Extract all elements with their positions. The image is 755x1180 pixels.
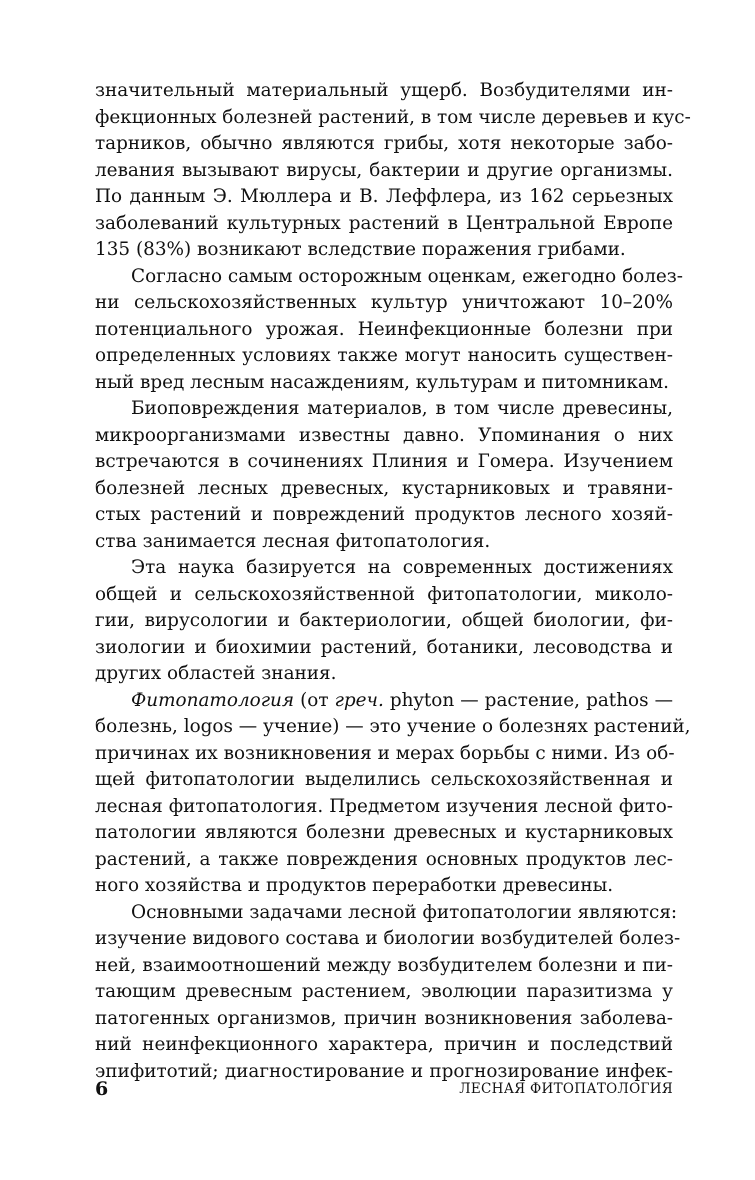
text-line: определенных условиях также могут наносить существен-: [95, 345, 673, 366]
text-line: Биоповреждения материалов, в том числе древесины,: [131, 398, 673, 419]
text-line: щей фитопатологии выделились сельскохозяйственная и: [95, 769, 673, 790]
text-line: стых растений и повреждений продуктов лесного хозяй-: [95, 504, 673, 525]
text-line: других областей знания.: [95, 663, 337, 684]
text-line: ный вред лесным насаждениям, культурам и питомникам.: [95, 371, 669, 393]
text-line: левания вызывают вирусы, бактерии и другие организмы.: [95, 159, 673, 181]
text-line: фекционных болезней растений, в том числе деревьев и кус-: [95, 106, 691, 128]
text-line: тарников, обычно являются грибы, хотя некоторые забо-: [95, 133, 673, 154]
page-number: 6: [95, 1078, 109, 1100]
text-line: патологии являются болезни древесных и кустарниковых: [95, 822, 673, 843]
text-line: значительный материальный ущерб. Возбудителями ин-: [95, 80, 673, 101]
text-line: микроорганизмами известны давно. Упоминания о них: [95, 424, 673, 446]
text-line: потенциального урожая. Неинфекционные болезни при: [95, 318, 673, 340]
text-line: ни сельскохозяйственных культур уничтожают 10–20%: [95, 292, 673, 313]
text-line: эпифитотий; диагностирование и прогнозирование инфек-: [95, 1060, 673, 1082]
text-line: заболеваний культурных растений в Центральной Европе: [95, 212, 673, 234]
text-line: ного хозяйства и продуктов переработки древесины.: [95, 875, 614, 896]
text-line: Фитопатология (от греч. phyton — растение, pathos —: [131, 689, 673, 711]
text-line: зиологии и биохимии растений, ботаники, лесоводства и: [95, 636, 673, 658]
text-line: Согласно самым осторожным оценкам, ежегодно болез-: [131, 265, 684, 287]
text-line: болезней лесных древесных, кустарниковых и травяни-: [95, 477, 673, 499]
body-text: [95, 78, 691, 1085]
text-line: ней, взаимоотношений между возбудителем болезни и пи-: [95, 954, 673, 976]
text-line: патогенных организмов, причин возникновения заболева-: [95, 1007, 673, 1029]
text-line: болезнь, logos — учение) — это учение о болезнях растений,: [95, 716, 691, 737]
page-footer: [95, 1078, 673, 1100]
text-line: 135 (83%) возникают вследствие поражения грибами.: [95, 239, 626, 260]
text-line: ний неинфекционного характера, причин и последствий: [95, 1034, 673, 1055]
text-line: изучение видового состава и биологии возбудителей болез-: [95, 928, 681, 949]
text-line: общей и сельскохозяйственной фитопатологии, миколо-: [95, 583, 673, 605]
text-line: тающим древесным растением, эволюции паразитизма у: [95, 981, 673, 1002]
text-line: Основными задачами лесной фитопатологии являются:: [131, 901, 678, 923]
text-line: По данным Э. Мюллера и В. Леффлера, из 162 серьезных: [95, 186, 673, 207]
text-line: Эта наука базируется на современных достижениях: [131, 557, 673, 578]
text-line: встречаются в сочинениях Плиния и Гомера. Изучением: [95, 451, 673, 472]
text-line: растений, а также повреждения основных продуктов лес-: [95, 848, 673, 870]
text-line: причинах их возникновения и мерах борьбы с ними. Из об-: [95, 742, 675, 764]
text-line: ства занимается лесная фитопатология.: [95, 530, 491, 552]
text-line: лесная фитопатология. Предметом изучения лесной фито-: [95, 795, 673, 817]
text-line: гии, вирусологии и бактериологии, общей биологии, фи-: [95, 610, 673, 631]
running-head: ЛЕСНАЯ ФИТОПАТОЛОГИЯ: [459, 1081, 673, 1097]
